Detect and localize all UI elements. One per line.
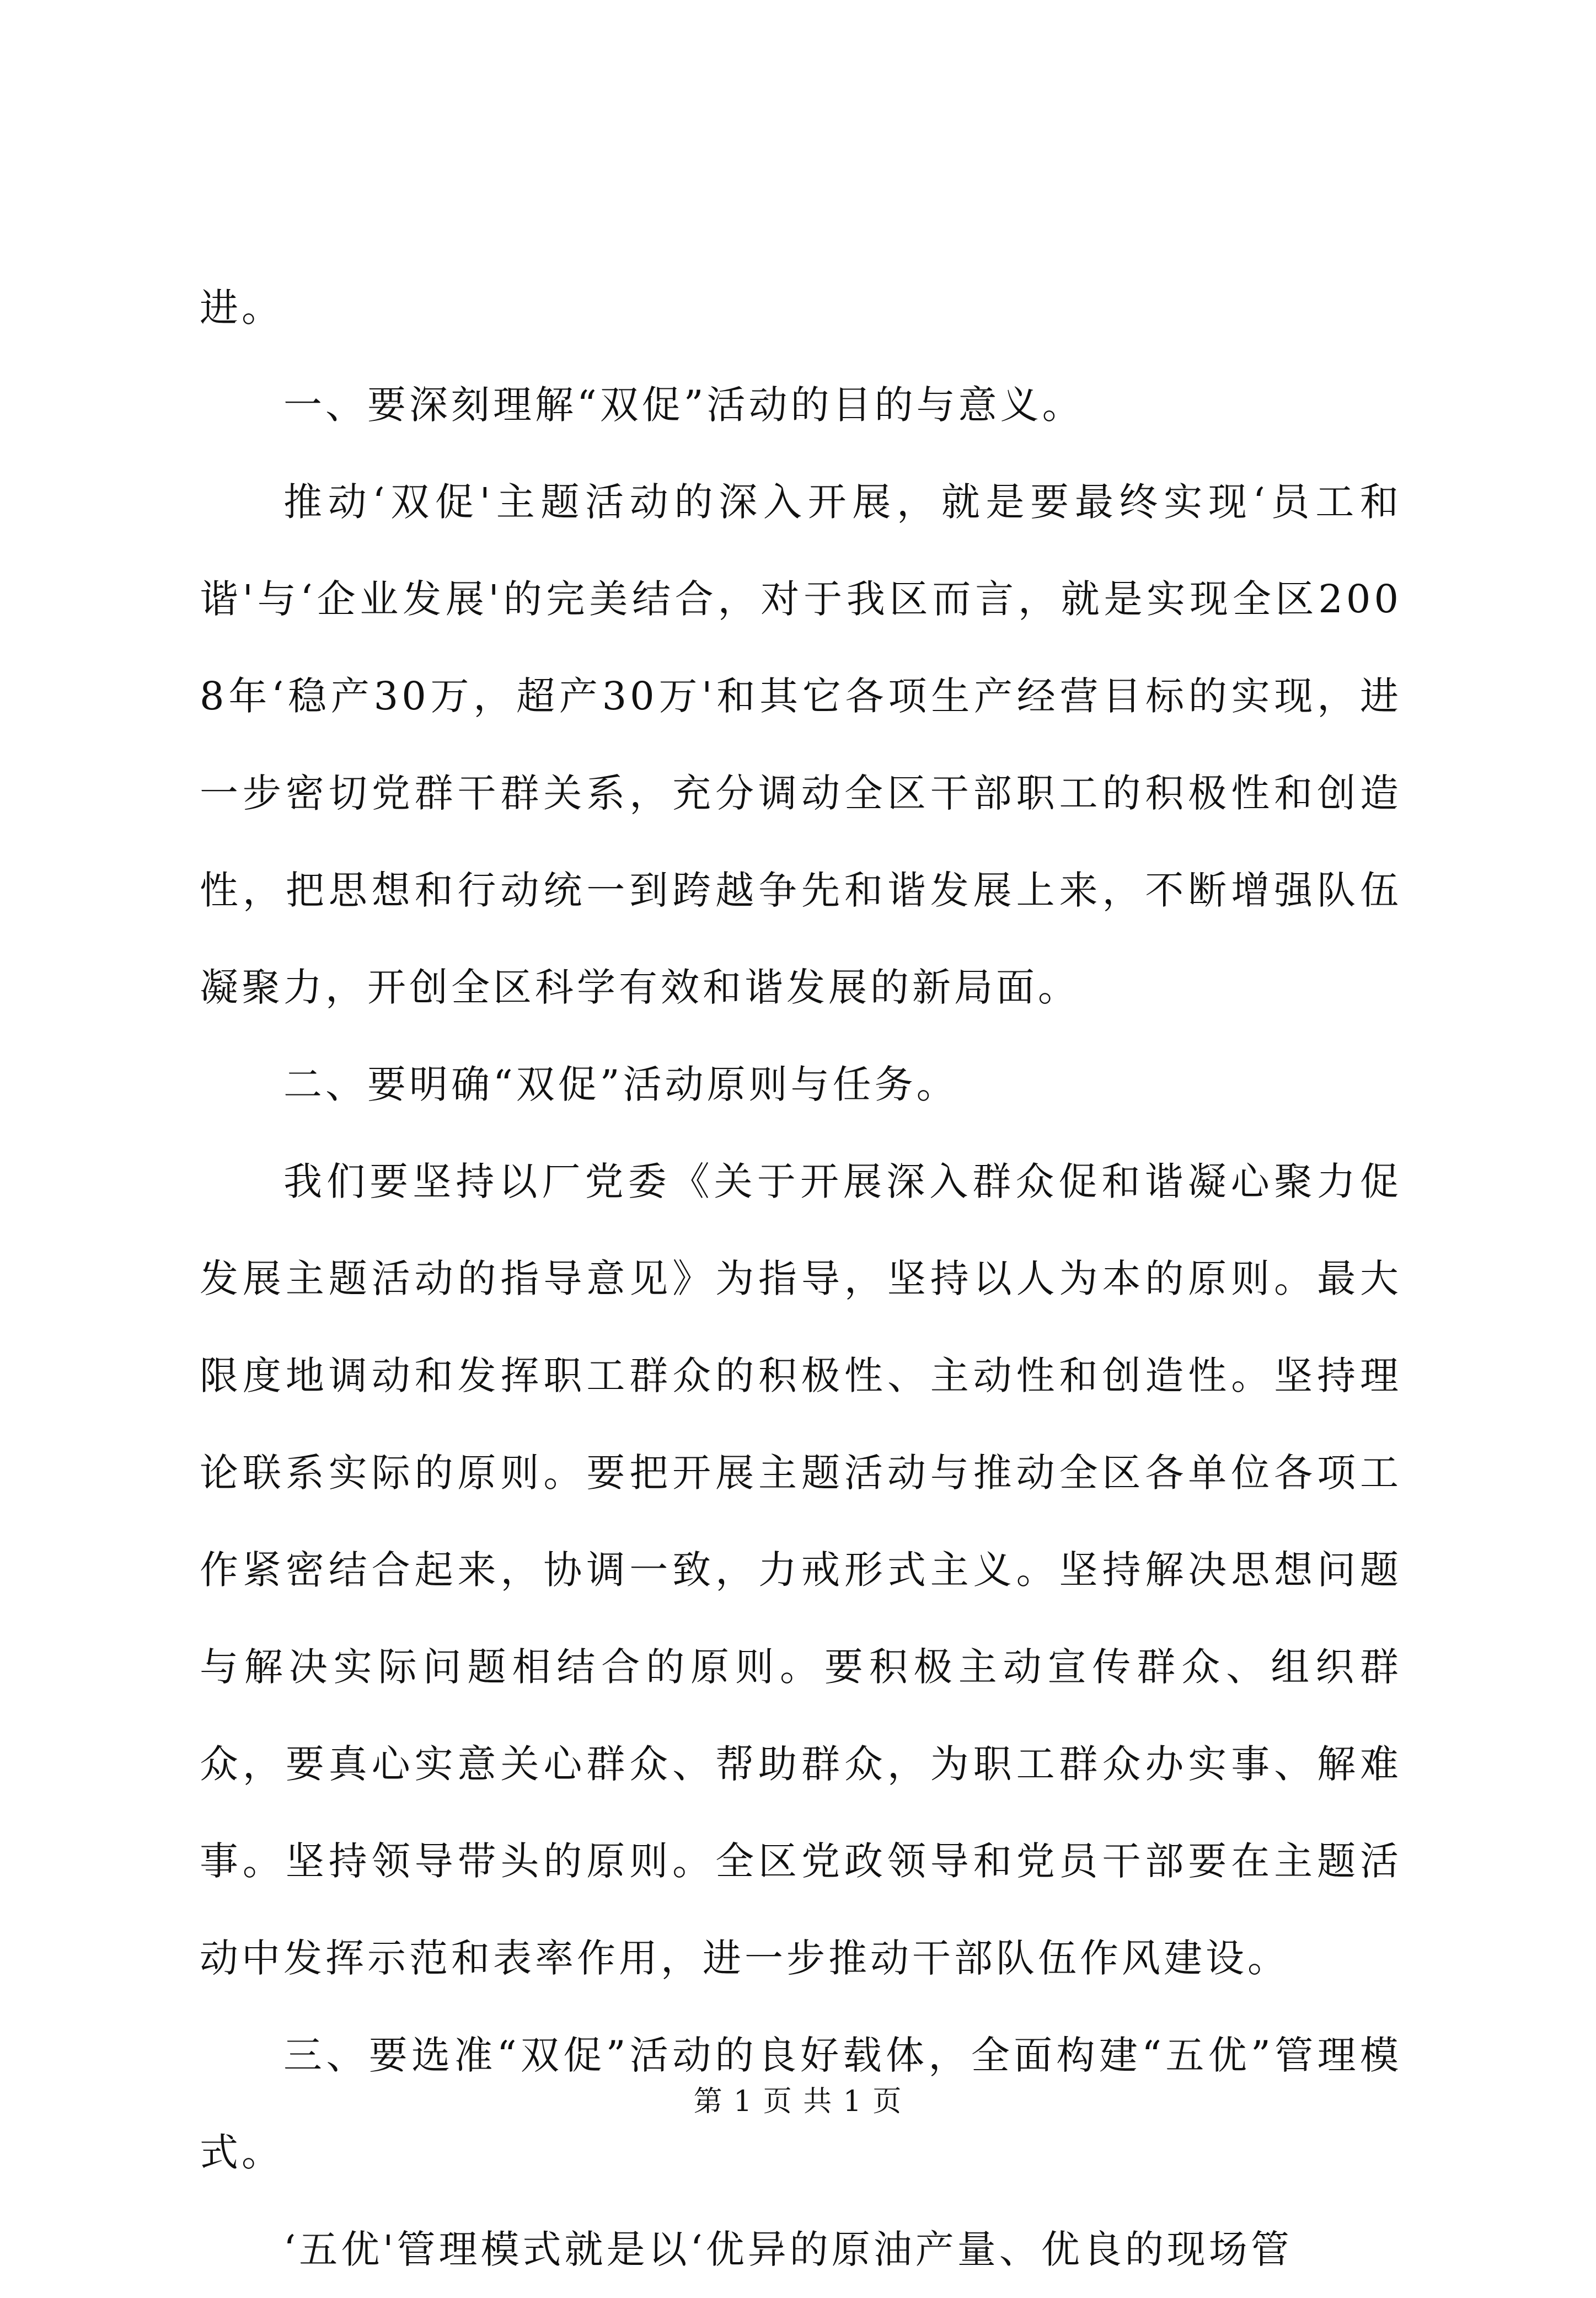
page-footer: 第 1 页 共 1 页 [693, 2085, 903, 2118]
paragraph-section-1: 推动‘双促'主题活动的深入开展，就是要最终实现‘员工和谐'与‘企业发展'的完美结合，对于我区而言，就是实现全区2008年‘稳产30万，超产30万'和其它各项生产经营目标的实现，进一步密切党群干群关系，充分调动全区干部职工的积极性和创造性，把思想和行动统一到跨越争先和谐发展上来，不断增强队伍凝聚力，开创全区科学有效和谐发展的新局面。 [200, 479, 1402, 1010]
paragraph-section-2: 我们要坚持以厂党委《关于开展深入群众促和谐凝心聚力促发展主题活动的指导意见》为指导，坚持以人为本的原则。最大限度地调动和发挥职工群众的积极性、主动性和创造性。坚持理论联系实际的原则。要把开展主题活动与推动全区各单位各项工作紧密结合起来，协调一致，力戒形式主义。坚持解决思想问题与解决实际问题相结合的原则。要积极主动宣传群众、组织群众，要真心实意关心群众、帮助群众，为职工群众办实事、解难事。坚持领导带头的原则。全区党政领导和党员干部要在主题活动中发挥示范和表率作用，进一步推动干部队伍作风建设。 [200, 1159, 1402, 1981]
paragraph-section-3: ‘五优'管理模式就是以‘优异的原油产量、优良的现场管 [283, 2227, 1293, 2272]
section-heading-2: 二、要明确“双促”活动原则与任务。 [283, 1062, 958, 1107]
section-heading-3: 三、要选准“双促”活动的良好载体，全面构建“五优”管理模式。 [200, 2033, 1402, 2175]
document-body [200, 259, 1402, 2298]
paragraph-continuation: 进。 [200, 285, 283, 330]
section-heading-1: 一、要深刻理解“双促”活动的目的与意义。 [283, 382, 1084, 427]
